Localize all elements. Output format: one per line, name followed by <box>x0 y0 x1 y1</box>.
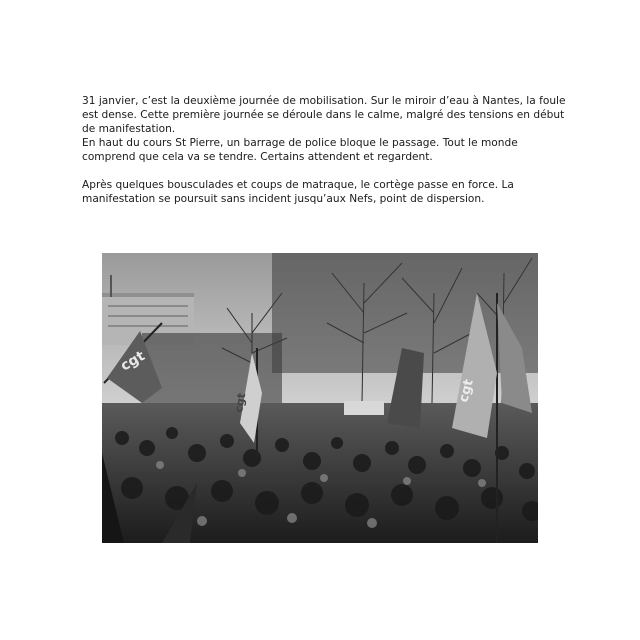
protest-photo <box>102 253 538 543</box>
flag-right-lettering: cgt <box>456 377 477 405</box>
banner <box>344 401 384 415</box>
paragraph-2: En haut du cours St Pierre, un barrage de police bloque le passage. Tout le monde comprend que cela va se tendre. Certains attendent et regardent. <box>82 137 518 163</box>
paragraph-1: 31 janvier, c’est la deuxième journée de mobilisation. Sur le miroir d’eau à Nantes, la foule est dense. Cette première journée se déroule dans le calme, malgré des tensions en début de manifestation. <box>82 95 566 135</box>
paragraph-3: Après quelques bousculades et coups de matraque, le cortège passe en force. La manifestation se poursuit sans incident jusqu’aux Nefs, point de dispersion. <box>82 179 514 205</box>
article-text <box>82 94 566 206</box>
flag-middle-lettering: cgt <box>232 391 249 414</box>
flag-left-lettering: cgt <box>118 348 148 375</box>
